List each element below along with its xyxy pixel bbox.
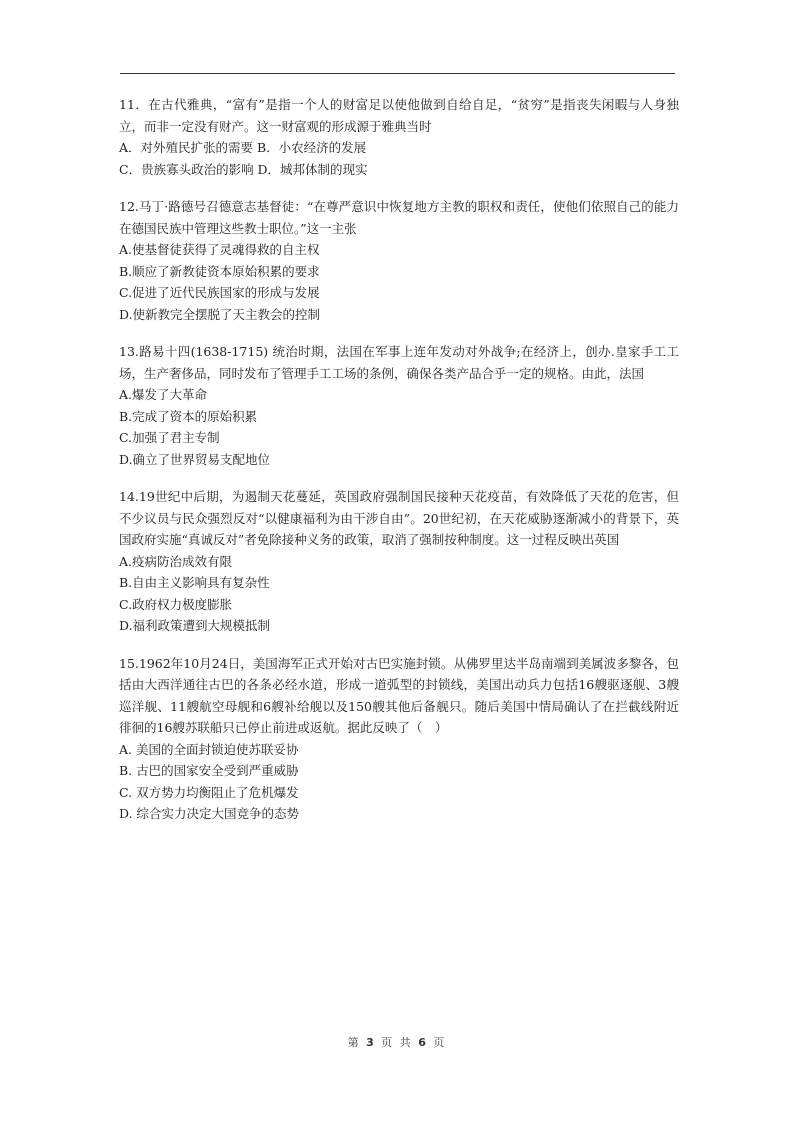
option-line: A．对外殖民扩张的需要 B．小农经济的发展 — [119, 140, 367, 155]
question-stem: 14.19世纪中后期，为遏制天花蔓延，英国政府强制国民接种天花疫苗，有效降低了天花的危害，但不少议员与民众强烈反对“以健康福利为由干涉自由”。20世纪初，在天花威胁逐渐减小的背景下，英国政府实施“真诚反对”者免除接种义务的政策，取消了强制按种制度。这一过程反映出英国 — [119, 489, 679, 547]
option-a: A.爆发了大革命 — [119, 387, 208, 402]
option-b: B.顺应了新教徒资本原始积累的要求 — [119, 263, 320, 279]
page-footer — [0, 1034, 794, 1050]
question-stem: 11．在古代雅典，“富有”是指一个人的财富足以使他做到自给自足，“贫穷”是指丧失闲暇与人身独立，而非一定没有财产。这一财富观的形成源于雅典当时 — [119, 97, 679, 134]
question-stem: 12.马丁·路德号召德意志基督徒：“在尊严意识中恢复地方主教的职权和责任，使他们依照自己的能力在德国民族中管理这些教士职位。”这一主张 — [119, 199, 679, 236]
question-stem: 15.1962年10月24日，美国海军正式开始对古巴实施封锁。从佛罗里达半岛南端到美属波多黎各，包括由大西洋通往古巴的各条必经水道，形成一道弧型的封锁线，美国出动兵力包括16艘驱逐舰、3艘巡洋舰、11艘航空母舰和6艘补给舰以及150艘其他后备舰只。随后美国中情局确认了在拦截线附近徘徊的16艘苏联船只已停止前进或返航。据此反映了（ ） — [119, 655, 679, 735]
question-15 — [119, 653, 679, 825]
footer-suffix: 页 — [433, 1036, 447, 1049]
option-b: B.完成了资本的原始积累 — [119, 408, 258, 424]
option-c: C.促进了近代民族国家的形成与发展 — [119, 285, 320, 300]
option-d: D. 综合实力决定大国竞争的态势 — [119, 806, 300, 821]
total-pages-number: 6 — [418, 1036, 428, 1049]
option-a: A.使基督徒获得了灵魂得救的自主权 — [119, 242, 320, 257]
footer-prefix: 第 — [347, 1036, 361, 1049]
current-page-number: 3 — [366, 1036, 376, 1049]
question-14 — [119, 486, 679, 637]
option-c: C.加强了君主专制 — [119, 430, 220, 445]
option-d: D.使新教完全摆脱了天主教会的控制 — [119, 306, 321, 322]
option-line: C．贵族寡头政治的影响 D．城邦体制的现实 — [119, 161, 368, 177]
question-12 — [119, 196, 679, 325]
questions-body — [119, 94, 679, 841]
option-d: D.福利政策遭到大规模抵制 — [119, 618, 271, 633]
option-c: C. 双方势力均衡阻止了危机爆发 — [119, 784, 299, 800]
option-a: A. 美国的全面封锁迫使苏联妥协 — [119, 741, 299, 757]
question-13 — [119, 341, 679, 470]
option-c: C.政府权力极度膨胀 — [119, 596, 233, 612]
option-a: A.疫病防治成效有限 — [119, 553, 233, 569]
header-rule — [120, 73, 675, 74]
option-b: B.自由主义影响具有复杂性 — [119, 575, 270, 590]
footer-middle: 页 共 — [381, 1036, 413, 1049]
question-stem: 13.路易十四(1638-1715) 统治时期，法国在军事上连年发动对外战争;在经济上，创办.皇家手工工场，生产奢侈品，同时发布了管理手工工场的条例，确保各类产品合乎一定的规格。由此，法国 — [119, 344, 679, 381]
option-d: D.确立了世界贸易支配地位 — [119, 451, 271, 467]
question-11 — [119, 94, 679, 180]
option-b: B. 古巴的国家安全受到严重威胁 — [119, 763, 299, 778]
